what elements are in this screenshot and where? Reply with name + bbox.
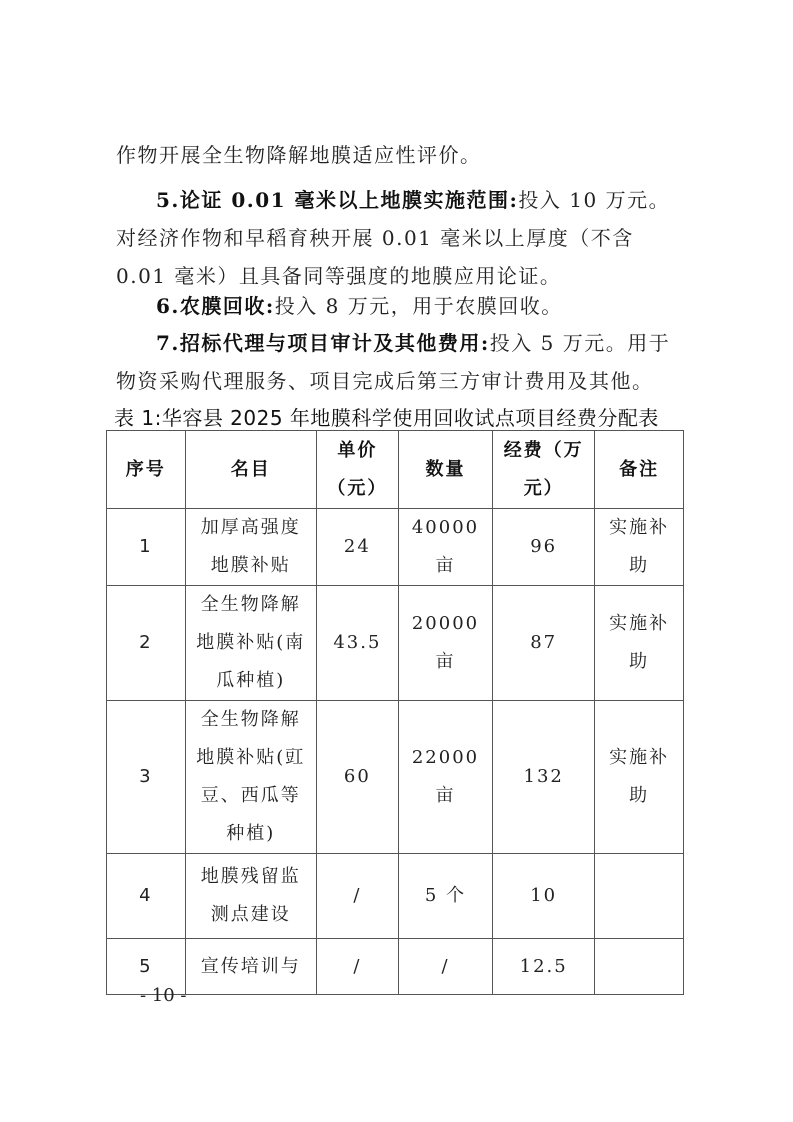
cell-qty: 40000 亩: [398, 509, 492, 586]
cell-fund: 132: [493, 701, 595, 854]
cell-qty: 22000 亩: [398, 701, 492, 854]
paragraph-item-5: [116, 181, 686, 295]
cell-fund: 87: [493, 586, 595, 701]
cell-no: 5: [107, 939, 186, 995]
cell-note: [595, 939, 684, 995]
cell-price: /: [316, 939, 398, 995]
cell-qty: 5 个: [398, 854, 492, 939]
paragraph-continuation: 作物开展全生物降解地膜适应性评价。: [116, 143, 482, 167]
funding-table: [106, 430, 684, 995]
cell-price: /: [316, 854, 398, 939]
item-6-body: 投入 8 万元，用于农膜回收。: [274, 294, 563, 318]
cell-qty: /: [398, 939, 492, 995]
table-row: [107, 509, 684, 586]
cell-note: 实施补助: [595, 586, 684, 701]
cell-no: 2: [107, 586, 186, 701]
cell-fund: 12.5: [493, 939, 595, 995]
cell-note: 实施补助: [595, 701, 684, 854]
cell-no: 4: [107, 854, 186, 939]
cell-price: 24: [316, 509, 398, 586]
header-name: 名目: [185, 431, 316, 509]
cell-no: 1: [107, 509, 186, 586]
cell-note: 实施补助: [595, 509, 684, 586]
cell-price: 43.5: [316, 586, 398, 701]
cell-qty: 20000 亩: [398, 586, 492, 701]
table-row: [107, 586, 684, 701]
cell-name: 宣传培训与: [185, 939, 316, 995]
header-qty: 数量: [398, 431, 492, 509]
paragraph-item-7: [116, 324, 686, 400]
item-7-title: 7.招标代理与项目审计及其他费用:: [156, 331, 490, 355]
cell-note: [595, 854, 684, 939]
cell-name: 加厚高强度地膜补贴: [185, 509, 316, 586]
cell-name: 地膜残留监测点建设: [185, 854, 316, 939]
cell-fund: 10: [493, 854, 595, 939]
item-6-title: 6.农膜回收:: [156, 294, 275, 318]
paragraph-item-6: [116, 287, 686, 325]
item-5-body: 投入 10 万元。对经济作物和早稻育秧开展 0.01 毫米以上厚度（不含 0.01 毫米）且具备同等强度的地膜应用论证。: [116, 188, 671, 288]
item-7-body: 投入 5 万元。用于物资采购代理服务、项目完成后第三方审计费用及其他。: [116, 331, 671, 393]
item-5-title: 5.论证 0.01 毫米以上地膜实施范围:: [156, 188, 519, 212]
cell-name: 全生物降解地膜补贴(豇豆、西瓜等种植): [185, 701, 316, 854]
table-header-row: [107, 431, 684, 509]
header-price: 单价（元）: [316, 431, 398, 509]
header-fund: 经费（万元）: [493, 431, 595, 509]
table-row: [107, 854, 684, 939]
table-row: [107, 701, 684, 854]
header-no: 序号: [107, 431, 186, 509]
cell-price: 60: [316, 701, 398, 854]
cell-no: 3: [107, 701, 186, 854]
cell-fund: 96: [493, 509, 595, 586]
table-row: [107, 939, 684, 995]
table-caption: 表 1:华容县 2025 年地膜科学使用回收试点项目经费分配表: [114, 406, 659, 430]
cell-name: 全生物降解地膜补贴(南瓜种植): [185, 586, 316, 701]
page-number: - 10 -: [140, 985, 187, 1006]
header-note: 备注: [595, 431, 684, 509]
